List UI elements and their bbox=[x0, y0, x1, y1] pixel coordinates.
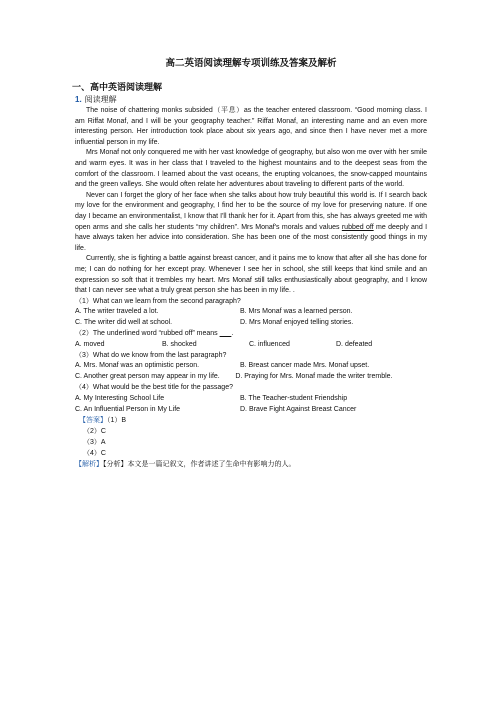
answer-line bbox=[75, 415, 427, 426]
passage-paragraph-1: The noise of chattering monks subsided（平息）as the teacher entered classroom. “Good morning class. I am Riffat Monaf, and I will be your geography teacher.” Riffat Monaf, an interesting name and an even more interesting person. Her introduction took place about six years ago, and since then I have never met a more influential person in my life. bbox=[75, 107, 427, 146]
question-header bbox=[75, 95, 427, 105]
question-type: 阅读理解 bbox=[84, 95, 117, 104]
option-4b: B. The Teacher-student Friendship bbox=[240, 394, 348, 402]
question-2-stem-end: . bbox=[231, 330, 234, 338]
passage-paragraph-3 bbox=[75, 191, 427, 255]
answer-3: （3）A bbox=[83, 439, 106, 447]
question-4-options-row-1 bbox=[75, 394, 427, 405]
option-4a: A. My Interesting School Life bbox=[75, 394, 165, 402]
analysis-text: 【分析】本文是一篇记叙文，作者讲述了生命中有影响力的人。 bbox=[103, 461, 296, 469]
question-2-stem bbox=[75, 329, 427, 340]
section-heading: 一、高中英语阅读理解 bbox=[72, 82, 163, 92]
question-3-stem: （3）What do we know from the last paragraph? bbox=[75, 351, 227, 359]
option-1c: C. The writer did well at school. bbox=[75, 319, 173, 327]
answer-2: （2）C bbox=[83, 428, 106, 436]
question-3-options-row-1 bbox=[75, 361, 427, 372]
question-2-options-row bbox=[75, 340, 427, 351]
option-2d: D. defeated bbox=[336, 340, 373, 348]
paragraph-3-text: Never can I forget the glory of her face when she talks about how truly beautiful this world is. If I search back my love for the environment and geography, I find her to be the source of my love for preserving nature. If one day I became an environmentalist, I know that I'll thank her for it. Apart from this, she has always greeted me with open arms and she calls her students “my children”. Mrs Monaf's morals and values bbox=[75, 191, 427, 231]
answer-1: （1）B bbox=[107, 417, 127, 425]
answer-label: 【答案】 bbox=[79, 417, 107, 425]
option-2a: A. moved bbox=[75, 340, 105, 348]
question-4-stem: （4）What would be the best title for the passage? bbox=[75, 384, 233, 392]
option-2c: C. influenced bbox=[249, 340, 290, 348]
document-page bbox=[72, 58, 428, 470]
option-1b: B. Mrs Monaf was a learned person. bbox=[240, 308, 353, 316]
option-3a: A. Mrs. Monaf was an optimistic person. bbox=[75, 362, 200, 370]
document-title: 高二英语阅读理解专项训练及答案及解析 bbox=[165, 58, 337, 69]
question-1-options-row-2 bbox=[75, 318, 427, 329]
analysis-label: 【解析】 bbox=[75, 461, 103, 469]
option-4d: D. Brave Fight Against Breast Cancer bbox=[240, 405, 357, 413]
option-3c: C. Another great person may appear in my life. bbox=[75, 373, 220, 381]
analysis-line bbox=[75, 459, 427, 470]
underlined-phrase: rubbed off bbox=[341, 223, 374, 231]
passage-paragraph-2: Mrs Monaf not only conquered me with her vast knowledge of geography, but also won me over with her smile and warm eyes. It was in her class that I traveled to the highest mountains and to the deepest seas from the comfort of the classroom. I learned about the vast oceans, the erupting volcanoes, the snow-capped mountains and the green valleys. She would often relate her adventures about traveling to different parts of the world. bbox=[75, 149, 427, 189]
question-number: 1. bbox=[75, 95, 82, 104]
option-2b: B. shocked bbox=[162, 340, 197, 348]
question-2-stem-text: （2）The underlined word “rubbed off” means bbox=[75, 330, 220, 338]
option-1a: A. The writer traveled a lot. bbox=[75, 308, 159, 316]
answer-blank: ___ bbox=[219, 330, 232, 338]
option-1d: D. Mrs Monaf enjoyed telling stories. bbox=[240, 319, 354, 327]
question-4-options-row-2 bbox=[75, 405, 427, 416]
passage-paragraph-4: Currently, she is fighting a battle against breast cancer, and it pains me to know that after all she has done for me; I can do nothing for her except pray. Whenever I see her in school, she still keeps that kind smile and an expression so soft that it trembles my heart. Mrs Monaf still talks enthusiastically about geography, and I know that I can never see what a truly great person she has been in my life. . bbox=[75, 255, 427, 295]
paragraph-3-end: me deeply and I have always taken her advice into consideration. She has been one of the most consistently good things in my life. bbox=[75, 223, 428, 252]
question-1-stem: （1）What can we learn from the second paragraph? bbox=[75, 297, 241, 305]
answer-4: （4）C bbox=[83, 450, 106, 458]
option-3d: D. Praying for Mrs. Monaf made the writer tremble. bbox=[235, 373, 393, 381]
option-3b: B. Breast cancer made Mrs. Monaf upset. bbox=[240, 362, 370, 370]
question-3-options-row-2 bbox=[75, 372, 427, 383]
question-1-options-row-1 bbox=[75, 307, 427, 318]
option-4c: C. An Influential Person in My Life bbox=[75, 405, 181, 413]
